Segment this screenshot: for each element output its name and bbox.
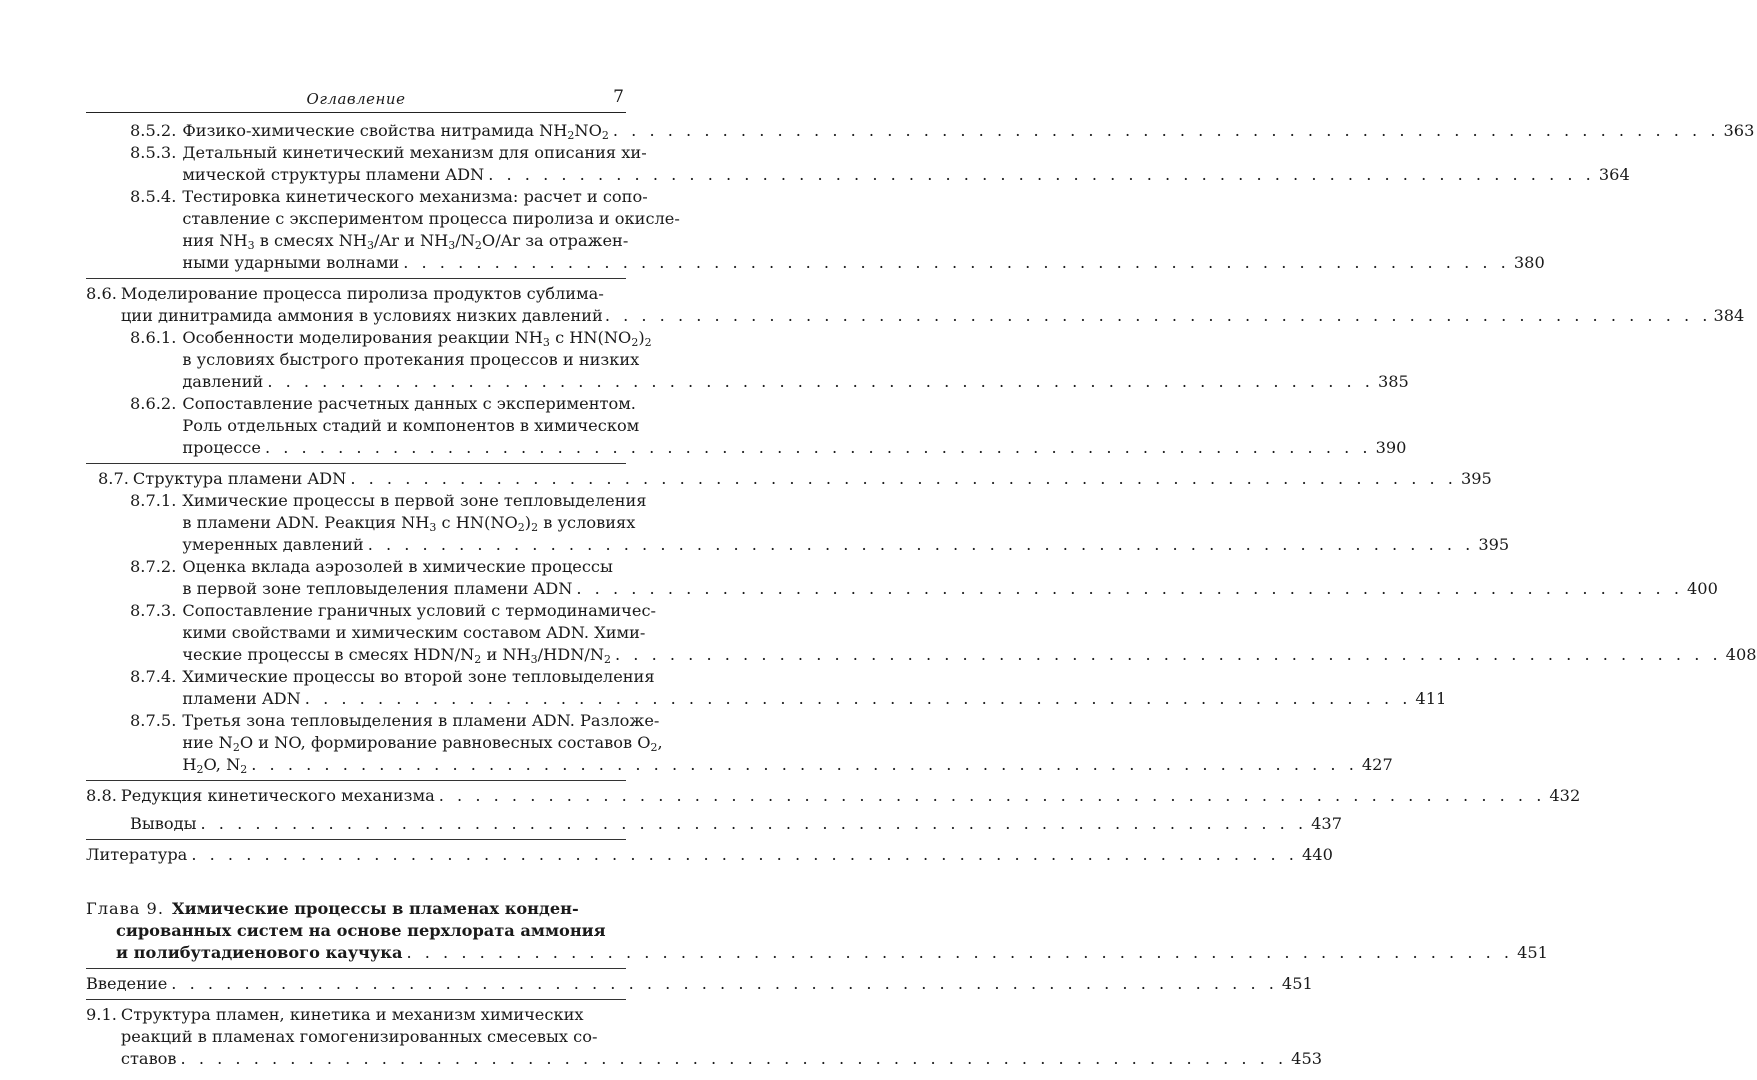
leader-dots: . . . . . . . . . . . . . . . . . . . . . . . . . . . . . . . . . . . . . . . . . . . . . . . . . . . . . . . . . . . . . — [612, 121, 1720, 140]
entry-text: умеренных давлений — [182, 535, 364, 554]
entry-text: мической структуры пламени ADN — [182, 165, 485, 184]
toc-entry-8-6-2[interactable] — [86, 393, 1407, 459]
entry-text: ния $NH_3$ в смесях $NH_3/Ar$ и $NH_3/N_2O/Ar$ за отражен- — [182, 231, 629, 252]
page-number: 451 — [1517, 943, 1548, 962]
page-number: 408 — [1725, 645, 1757, 664]
entry-number: 8.7.1. — [130, 491, 177, 510]
toc-entry-8-7-2[interactable] — [86, 556, 1718, 600]
entry-text: Оценка вклада аэрозолей в химические процессы — [182, 557, 613, 576]
entry-text: Особенности моделирования реакции $NH_3$ с $HN(NO_2)_2$ — [182, 328, 652, 349]
page-number: 363 — [1723, 121, 1755, 140]
toc-entry-8-6-1[interactable] — [86, 327, 1409, 393]
entry-number: 8.5.4. — [130, 187, 177, 206]
page-number: 440 — [1301, 845, 1333, 864]
entry-text: Сопоставление расчетных данных с экспериментом. — [182, 394, 636, 413]
entry-text: пламени ADN — [182, 689, 301, 708]
entry-number: 8.7.4. — [130, 667, 177, 686]
entry-number: 8.6. — [86, 284, 117, 303]
entry-number: 8.6.1. — [130, 328, 177, 347]
toc-entry-8-7-5[interactable] — [86, 710, 1393, 776]
toc-entry-8-7[interactable] — [86, 468, 1492, 490]
leader-dots: . . . . . . . . . . . . . . . . . . . . . . . . . . . . . . . . . . . . . . . . . . . . . . . . . . . . . . . . . . . . . — [406, 943, 1514, 962]
separator — [86, 278, 626, 279]
toc-entry-8-5-2[interactable] — [86, 120, 1755, 142]
leader-dots: . . . . . . . . . . . . . . . . . . . . . . . . . . . . . . . . . . . . . . . . . . . . . . . . . . . . . . . . . . . . . — [615, 645, 1722, 664]
toc-entry-8-5-3[interactable] — [86, 142, 1630, 186]
entry-text: Третья зона тепловыделения в пламени ADN. Разложе- — [182, 711, 660, 730]
leader-dots: . . . . . . . . . . . . . . . . . . . . . . . . . . . . . . . . . . . . . . . . . . . . . . . . . . . . . . . . . . . . . — [350, 469, 1457, 488]
toc-entry-conclusions[interactable] — [86, 813, 1343, 835]
header-title: Оглавление — [306, 90, 406, 108]
entry-text: в первой зоне тепловыделения пламени ADN — [182, 579, 573, 598]
leader-dots: . . . . . . . . . . . . . . . . . . . . . . . . . . . . . . . . . . . . . . . . . . . . . . . . . . . . . . . . . . . . . — [200, 814, 1308, 833]
toc-entry-8-6[interactable] — [86, 283, 1745, 327]
page-number: 384 — [1713, 306, 1745, 325]
header-page-number: 7 — [613, 87, 624, 107]
entry-text: ставов — [120, 1049, 177, 1068]
entry-text: в пламени ADN. Реакция $NH_3$ с $HN(NO_2)_2$ в условиях — [182, 513, 636, 534]
toc-entry-8-7-1[interactable] — [86, 490, 1510, 556]
entry-text: ставление с экспериментом процесса пиролиза и окисле- — [182, 209, 680, 228]
entry-number: 8.6.2. — [130, 394, 177, 413]
entry-text: Редукция кинетического механизма — [120, 786, 435, 805]
leader-dots: . . . . . . . . . . . . . . . . . . . . . . . . . . . . . . . . . . . . . . . . . . . . . . . . . . . . . . . . . . . . . — [267, 372, 1374, 391]
chapter-title: и полибутадиенового каучука — [116, 943, 403, 962]
entry-text: Детальный кинетический механизм для описания хи- — [182, 143, 647, 162]
separator — [86, 839, 626, 840]
leader-dots: . . . . . . . . . . . . . . . . . . . . . . . . . . . . . . . . . . . . . . . . . . . . . . . . . . . . . . . . . . . . . — [367, 535, 1475, 554]
entry-number: 8.7.5. — [130, 711, 177, 730]
entry-text: Структура пламени ADN — [132, 469, 347, 488]
toc-entry-chapter-9[interactable] — [86, 898, 1548, 964]
leader-dots: . . . . . . . . . . . . . . . . . . . . . . . . . . . . . . . . . . . . . . . . . . . . . . . . . . . . . . . . . . . . . — [403, 253, 1510, 272]
leader-dots: . . . . . . . . . . . . . . . . . . . . . . . . . . . . . . . . . . . . . . . . . . . . . . . . . . . . . . . . . . . . . — [304, 689, 1412, 708]
entry-text: Сопоставление граничных условий с термодинамичес- — [182, 601, 656, 620]
page-number: 395 — [1460, 469, 1492, 488]
entry-text: Химические процессы во второй зоне тепловыделения — [182, 667, 655, 686]
leader-dots: . . . . . . . . . . . . . . . . . . . . . . . . . . . . . . . . . . . . . . . . . . . . . . . . . . . . . . . . . . . . . — [488, 165, 1595, 184]
page-number: 411 — [1415, 689, 1447, 708]
page-number: 395 — [1478, 535, 1510, 554]
entry-text: ние $N_2O$ и NO, формирование равновесных составов $O_2$, — [182, 733, 663, 754]
entry-text: $H_2O$, $N_2$ — [182, 755, 248, 776]
entry-text: Введение — [86, 974, 168, 993]
page-number: 380 — [1513, 253, 1545, 272]
toc-entry-references[interactable] — [86, 844, 1333, 866]
toc-entry-9-1[interactable] — [86, 1004, 1323, 1070]
table-of-contents — [86, 120, 1757, 1070]
entry-text: Выводы — [130, 814, 197, 833]
entry-text: Тестировка кинетического механизма: расчет и сопо- — [182, 187, 648, 206]
entry-number: 8.8. — [86, 786, 117, 805]
separator — [86, 780, 626, 781]
leader-dots: . . . . . . . . . . . . . . . . . . . . . . . . . . . . . . . . . . . . . . . . . . . . . . . . . . . . . . . . . . . . . — [576, 579, 1683, 598]
toc-entry-8-7-3[interactable] — [86, 600, 1757, 666]
entry-text: Роль отдельных стадий и компонентов в химическом — [182, 416, 640, 435]
page-number: 453 — [1291, 1049, 1323, 1068]
entry-number: 9.1. — [86, 1005, 117, 1024]
toc-entry-introduction[interactable] — [86, 973, 1313, 995]
leader-dots: . . . . . . . . . . . . . . . . . . . . . . . . . . . . . . . . . . . . . . . . . . . . . . . . . . . . . . . . . . . . . — [264, 438, 1372, 457]
toc-entry-8-5-4[interactable] — [86, 186, 1545, 274]
leader-dots: . . . . . . . . . . . . . . . . . . . . . . . . . . . . . . . . . . . . . . . . . . . . . . . . . . . . . . . . . . . . . — [604, 306, 1712, 325]
entry-number: 8.7.2. — [130, 557, 177, 576]
entry-number: 8.5.3. — [130, 143, 177, 162]
entry-number: 8.7. — [98, 469, 129, 488]
entry-text: реакций в пламенах гомогенизированных смесевых со- — [120, 1027, 598, 1046]
page-number: 390 — [1375, 438, 1407, 457]
page-number: 385 — [1377, 372, 1409, 391]
entry-text: в условиях быстрого протекания процессов и низких — [182, 350, 640, 369]
page-number: 437 — [1311, 814, 1343, 833]
separator — [86, 463, 626, 464]
entry-text: Химические процессы в первой зоне тепловыделения — [182, 491, 647, 510]
toc-entry-8-7-4[interactable] — [86, 666, 1447, 710]
chapter-title: сированных систем на основе перхлората аммония — [116, 921, 606, 940]
separator — [86, 999, 626, 1000]
leader-dots: . . . . . . . . . . . . . . . . . . . . . . . . . . . . . . . . . . . . . . . . . . . . . . . . . . . . . . . . . . . . . — [180, 1049, 1288, 1068]
chapter-label: Глава 9. — [86, 899, 165, 918]
page-number: 432 — [1549, 786, 1581, 805]
toc-entry-8-8[interactable] — [86, 785, 1581, 807]
entry-text: Структура пламен, кинетика и механизм химических — [120, 1005, 584, 1024]
entry-text: ными ударными волнами — [182, 253, 400, 272]
leader-dots: . . . . . . . . . . . . . . . . . . . . . . . . . . . . . . . . . . . . . . . . . . . . . . . . . . . . . . . . . . . . . — [251, 755, 1358, 774]
entry-text: Литература — [86, 845, 188, 864]
separator — [86, 968, 626, 969]
entry-text: Моделирование процесса пиролиза продуктов сублима- — [120, 284, 604, 303]
entry-text: ческие процессы в смесях HDN/$N_2$ и $NH_3/HDN/N_2$ — [182, 645, 612, 666]
entry-text: ции динитрамида аммония в условиях низких давлений — [120, 306, 603, 325]
entry-text: давлений — [182, 372, 264, 391]
entry-text: кими свойствами и химическим составом ADN. Хими- — [182, 623, 646, 642]
leader-dots: . . . . . . . . . . . . . . . . . . . . . . . . . . . . . . . . . . . . . . . . . . . . . . . . . . . . . . . . . . . . . — [171, 974, 1278, 993]
entry-text: Физико-химические свойства нитрамида $NH_2NO_2$ — [182, 121, 609, 142]
running-header — [86, 86, 626, 112]
entry-number: 8.5.2. — [130, 121, 177, 140]
chapter-title: Химические процессы в пламенах конден- — [172, 899, 579, 918]
page-number: 364 — [1598, 165, 1630, 184]
page-number: 400 — [1687, 579, 1718, 598]
leader-dots: . . . . . . . . . . . . . . . . . . . . . . . . . . . . . . . . . . . . . . . . . . . . . . . . . . . . . . . . . . . . . — [191, 845, 1298, 864]
page-number: 451 — [1281, 974, 1313, 993]
page-number: 427 — [1361, 755, 1393, 774]
entry-text: процессе — [182, 438, 261, 457]
leader-dots: . . . . . . . . . . . . . . . . . . . . . . . . . . . . . . . . . . . . . . . . . . . . . . . . . . . . . . . . . . . . . — [438, 786, 1546, 805]
entry-number: 8.7.3. — [130, 601, 177, 620]
header-rule — [86, 112, 626, 113]
